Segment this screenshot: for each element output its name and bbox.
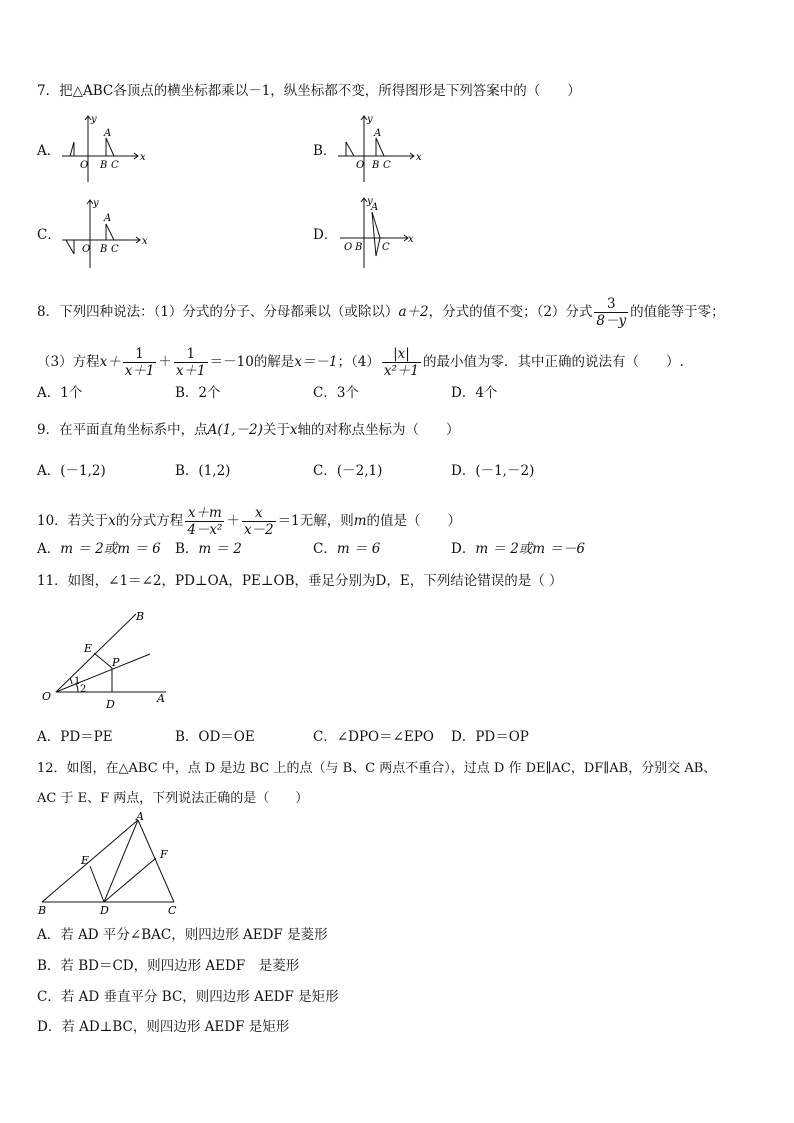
q8-option-c: C．3个 [313,385,359,401]
graph-a-a: A [104,128,112,139]
graph-a-c: C [111,160,119,171]
q12-label-a: A [136,810,144,823]
q7-stem: 7．把△ABC各顶点的横坐标都乘以－1，纵坐标都不变，所得图形是下列答案中的（ ） [37,83,581,99]
graph-d-b: B [355,242,363,253]
q7-option-b-label: B． [313,143,337,159]
q12-stem-line2: AC 于 E、F 两点，下列说法正确的是（ ） [37,791,309,806]
graph-c-c: C [111,244,119,255]
q10-option-b: B．m ＝ 2 [175,541,242,557]
q12-stem-line1: 12．如图，在△ABC 中，点 D 是边 BC 上的点（与 B、C 两点不重合），过点 D 作 DE∥AC，DF∥AB，分别交 AB、 [37,761,717,776]
graph-b-y: y [367,114,373,125]
q8-line1: 8．下列四种说法：（1）分式的分子、分母都乘以（或除以）a＋2，分式的值不变；（2）分式 $\frac{3}{8-y}$ 的值能等于零； [37,296,725,329]
q11-option-d: D．PD＝OP [451,729,529,745]
q9-option-b: B．(1,2) [175,463,231,479]
graph-d-a: A [371,202,379,213]
q9-option-a: A．(－1,2) [37,463,106,479]
q10-option-d: D．m ＝ 2或m ＝－6 [451,541,585,557]
q7-graph-b [336,112,426,184]
q11-label-p: P [112,656,120,669]
q12-figure [34,810,194,920]
graph-d-y: y [367,196,373,207]
q10-option-a: A．m ＝ 2或m ＝ 6 [37,541,161,557]
q8-line2: （3）方程x＋ $\frac{1}{x+1}$ ＋ $\frac{1}{x+1}$ ＝－10的解是x＝－1；（4） $\frac{|x|}{\text{x²＋1}}$ 的最小值为零．其中正确的说法有（ ）. [37,346,684,379]
q11-label-1: 1 [74,676,81,687]
q11-stem: 11．如图，∠1＝∠2，PD⊥OA，PE⊥OB，垂足分别为D，E，下列结论错误的是（ ） [37,573,563,589]
graph-c-y: y [93,198,99,209]
graph-d-c: C [382,242,390,253]
q11-label-d: D [106,698,115,711]
q9-option-d: D．(－1,－2) [451,463,535,479]
q12-label-f: F [160,848,168,861]
q9-stem: 9．在平面直角坐标系中，点A(1,－2)关于x轴的对称点坐标为（ ） [37,422,460,438]
q7-graph-a [60,112,150,184]
graph-d-o: O [344,242,353,253]
q8-option-d: D．4个 [451,385,498,401]
q10-option-c: C．m ＝ 6 [313,541,381,557]
q12-option-d: D．若 AD⊥BC，则四边形 AEDF 是矩形 [37,1019,290,1035]
graph-d-x: x [408,234,414,245]
graph-b-b: B [372,160,380,171]
graph-a-o: O [80,160,89,171]
q11-label-e: E [84,642,93,655]
q7-option-d-label: D． [313,227,338,243]
q11-label-b: B [136,610,145,623]
q12-option-a: A．若 AD 平分∠BAC，则四边形 AEDF 是菱形 [37,927,328,943]
graph-a-x: x [140,152,146,163]
q7-option-a-label: A． [37,143,61,159]
q7-graph-c [60,196,152,270]
q11-label-o: O [42,690,52,703]
q12-label-d: D [100,904,109,917]
q8-option-a: A．1个 [37,385,83,401]
q7-graph-d [338,194,418,270]
q12-label-c: C [168,904,177,917]
graph-b-x: x [416,152,422,163]
graph-c-a: A [104,213,112,224]
graph-c-x: x [142,236,148,247]
q11-label-a: A [157,692,165,705]
q7-option-c-label: C． [37,227,61,243]
graph-a-y: y [91,114,97,125]
q12-label-b: B [38,904,47,917]
q10-stem: 10．若关于x的分式方程 $\frac{x+m}{\text{4－x²}}$ ＋ $\frac{x}{x-2}$ ＝1无解，则m的值是（ ） [37,505,462,538]
q11-option-a: A．PD＝PE [37,729,113,745]
q12-option-b: B．若 BD＝CD，则四边形 AEDF 是菱形 [37,958,300,974]
graph-b-o: O [356,160,365,171]
q12-label-e: E [81,854,90,867]
graph-a-b: B [100,160,108,171]
q9-option-c: C．(－2,1) [313,463,383,479]
q11-label-2: 2 [80,684,87,695]
graph-b-c: C [383,160,391,171]
q8-option-b: B．2个 [175,385,221,401]
graph-c-o: O [82,244,91,255]
q11-option-c: C．∠DPO＝∠EPO [313,729,434,745]
graph-c-b: B [100,244,108,255]
graph-b-a: A [374,128,382,139]
q11-option-b: B．OD＝OE [175,729,255,745]
q12-option-c: C．若 AD 垂直平分 BC，则四边形 AEDF 是矩形 [37,989,339,1005]
q11-figure [38,608,178,712]
